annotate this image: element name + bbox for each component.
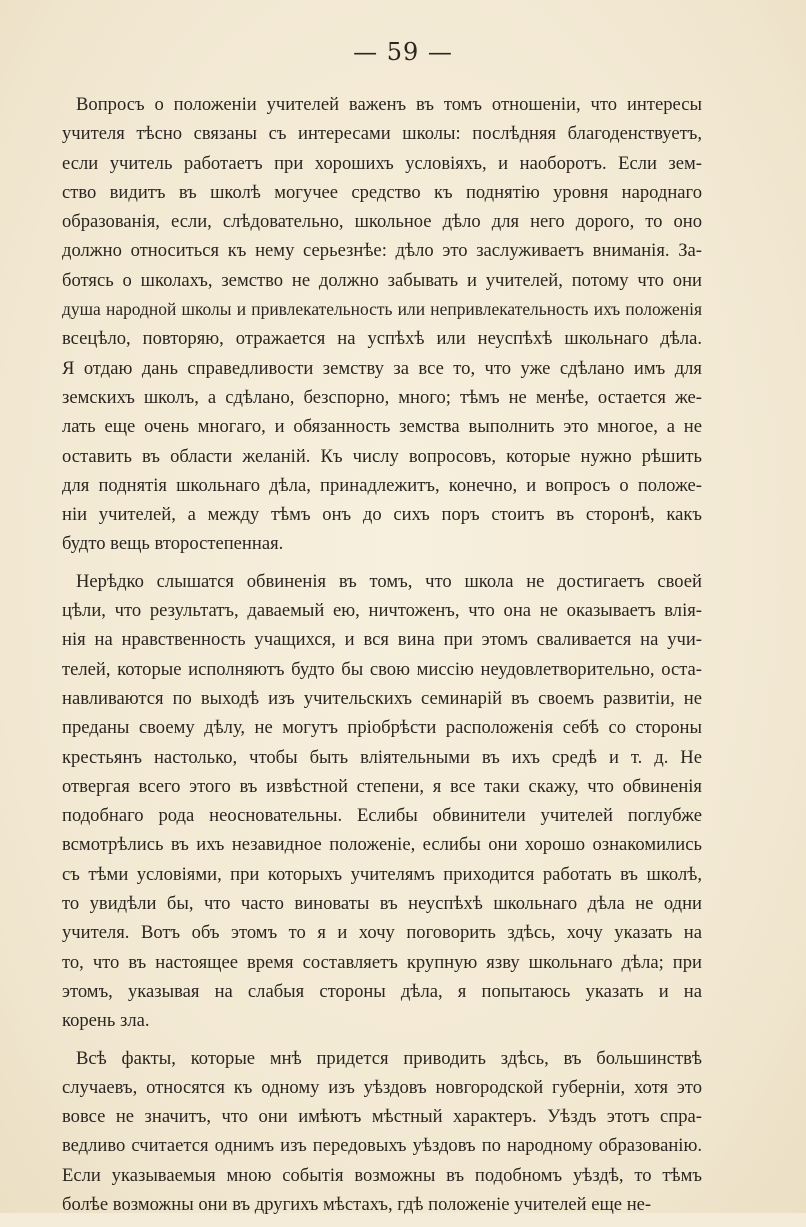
text-line: крестьянъ настолько, чтобы быть вліятельными въ ихъ средѣ и т. д. Не [62, 746, 702, 768]
text-line: оставить въ области желаній. Къ числу вопросовъ, которые нужно рѣшить [62, 445, 702, 467]
text-line: земскихъ школъ, а сдѣлано, безспорно, много; тѣмъ не менѣе, остается же- [62, 386, 702, 408]
text-line: ніи учителей, а между тѣмъ онъ до сихъ поръ стоитъ въ сторонѣ, какъ [62, 504, 702, 526]
paragraph-3 [62, 1044, 702, 1220]
body-text [62, 90, 702, 1227]
text-line: то увидѣли бы, что часто виноваты въ неуспѣхѣ школьнаго дѣла не одни [62, 893, 702, 915]
text-line: Нерѣдко слышатся обвиненія въ томъ, что школа не достигаетъ своей [76, 570, 702, 592]
paragraph-1 [62, 90, 702, 559]
text-line: съ тѣми условіями, при которыхъ учителямъ приходится работать въ школѣ, [62, 863, 702, 885]
text-line: учителя. Вотъ объ этомъ то я и хочу поговорить здѣсь, хочу указать на [62, 922, 702, 944]
text-line: ведливо считается однимъ изъ передовыхъ уѣздовъ по народному образованію. [62, 1135, 702, 1157]
text-line: корень зла. [62, 1010, 150, 1032]
text-line: Всѣ факты, которые мнѣ придется приводить здѣсь, въ большинствѣ [76, 1047, 702, 1069]
text-line: то, что въ настоящее время составляетъ крупную язву школьнаго дѣла; при [62, 951, 702, 973]
page-number: — 59 — [353, 38, 453, 66]
text-line: подобнаго рода неосновательны. Еслибы обвинители учителей поглубже [62, 805, 702, 827]
text-line: отвергая всего этого въ извѣстной степени, я все таки скажу, что обвиненія [62, 775, 702, 797]
text-line: нія на нравственность учащихся, и вся вина при этомъ сваливается на учи- [62, 629, 702, 651]
text-line: учителя тѣсно связаны съ интересами школы: послѣдняя благоденствуетъ, [62, 123, 702, 145]
text-line: навливаются по выходѣ изъ учительскихъ семинарій въ своемъ развитіи, не [62, 687, 702, 709]
text-line: всмотрѣлись въ ихъ незавидное положеніе, еслибы они хорошо ознакомились [62, 834, 702, 856]
text-line: будто вещь второстепенная. [62, 533, 284, 555]
text-line: душа народной школы и привлекательность или непривлекательность ихъ положенія [62, 299, 702, 320]
text-line: цѣли, что результатъ, даваемый ею, ничтоженъ, что она не оказываетъ влія- [62, 600, 702, 622]
paragraph-2 [62, 567, 702, 1036]
text-line: Вопросъ о положеніи учителей важенъ въ томъ отношеніи, что интересы [76, 94, 702, 115]
text-line: вовсе не значитъ, что они имѣютъ мѣстный характеръ. Уѣздъ этотъ спра- [62, 1106, 702, 1128]
text-line: всецѣло, повторяю, отражается на успѣхѣ или неуспѣхѣ школьнаго дѣла. [62, 328, 702, 350]
text-line: ство видитъ въ школѣ могучее средство къ поднятію уровня народнаго [62, 181, 702, 203]
text-line: должно относиться къ нему серьезнѣе: дѣло это заслуживаетъ вниманія. За- [62, 240, 702, 262]
text-line: телей, которые исполняютъ будто бы свою миссію неудовлетворительно, оста- [62, 658, 702, 680]
text-line: лать еще очень многаго, и обязанность земства выполнить это многое, а не [62, 416, 702, 438]
text-line: образованія, если, слѣдовательно, школьное дѣло для него дорого, то оно [62, 211, 702, 233]
text-line: этомъ, указывая на слабыя стороны дѣла, я попытаюсь указать и на [62, 980, 702, 1002]
text-line: для поднятія школьнаго дѣла, принадлежитъ, конечно, и вопросъ о положе- [62, 474, 702, 496]
text-line: если учитель работаетъ при хорошихъ условіяхъ, и наоборотъ. Если зем- [62, 152, 702, 174]
text-line: Если указываемыя мною событія возможны въ подобномъ уѣздѣ, то тѣмъ [62, 1164, 702, 1186]
text-line: случаевъ, относятся къ одному изъ уѣздовъ новгородской губерніи, хотя это [62, 1076, 702, 1098]
text-line: преданы своему дѣлу, не могутъ пріобрѣсти расположенія себѣ со стороны [62, 717, 702, 739]
text-line: болѣе возможны они въ другихъ мѣстахъ, гдѣ положеніе учителей еще не- [62, 1193, 652, 1215]
text-line: ботясь о школахъ, земство не должно забывать и учителей, потому что они [62, 269, 702, 291]
text-line: Я отдаю дань справедливости земству за все то, что уже сдѣлано имъ для [62, 357, 702, 379]
